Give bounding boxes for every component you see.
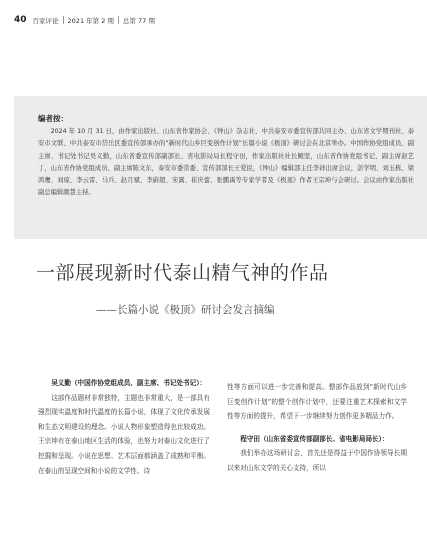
article-title: 一部展现新时代泰山精气神的作品 bbox=[36, 262, 329, 284]
speaker-heading: 吴义勤（中国作协党组成员、副主席、书记处书记）： bbox=[51, 379, 207, 387]
left-column bbox=[38, 376, 210, 478]
speaker-heading: 程守田（山东省委宣传部副部长、省电影局局长）： bbox=[240, 434, 389, 443]
total-issue-number: 总第 77 期 bbox=[122, 16, 155, 25]
editor-note-title: 编者按： bbox=[38, 114, 68, 123]
speech-paragraph: 我们举办这场研讨会，首先还是得益于中国作协领导长期以来对山东文学的关心支持，所以 bbox=[227, 449, 407, 472]
journal-name: 百家评论 bbox=[32, 16, 59, 25]
header-divider bbox=[118, 16, 119, 24]
issue-number: 2021 年第 2 期 bbox=[67, 16, 114, 25]
article-subtitle: ——长篇小说《极顶》研讨会发言摘编 bbox=[96, 304, 275, 316]
running-header bbox=[14, 14, 155, 26]
speech-paragraph: 性等方面可以进一步完善和提高。整部作品放到“新时代山乡巨变创作计划”的整个创作计划中，还要注重艺术探索和文学性等方面的提升，希望下一步继续努力创作更多精品力作。 bbox=[227, 383, 407, 421]
right-column bbox=[227, 380, 407, 476]
editor-note-paragraph: 2024 年 10 月 31 日，由作家出版社、山东省作家协会、《钟山》杂志社、中共泰安市委宣传部共同主办、山东省文学期刊社、泰安市文联、中共泰安市岱岳区委宣传部承办的“新时代山乡巨变创作计划”长篇小说《极顶》研讨会在北京举办。中国作协党组成员、副主席、书记处书记吴义勤，山东省委宣传部副部长、省电影局局长程守田，作家出版社社长鲍坚，山东省作协党组书记、副主席赵艺丁，山东省作协党组成员、副主席陈文东，泰安市委常委、宣传部部长王爱民，《钟山》编辑部主任李祥出席会议，彭学明、刘玉栋、梁鸿鹰、刘琼、李云雷、马兵、赵月斌、李蔚超、宋嵩、崔庆蕾、张鹏禹等专家学者及《极顶》作者王宗坤与会研讨。会议由作家出版社副总编辑颜慧主持。 bbox=[38, 128, 414, 197]
header-divider bbox=[63, 16, 64, 24]
speech-paragraph: 这部作品题材非常独特，主题也非常重大，是一部具有强烈现实温度和时代温度的长篇小说，体现了文化传承发展和生态文明建设的理念。小说人物形象塑造得也比较成功。王宗坤有在泰山地区生活的体验，也努力对泰山文化进行了挖掘和呈现。小说在思想、艺术层面都涵盖了成熟和平衡。在泰山的呈现空间和小说的文学性、诗 bbox=[38, 393, 210, 475]
editor-note-body bbox=[38, 126, 414, 200]
page-number: 40 bbox=[14, 15, 27, 25]
paragraph-gap bbox=[227, 424, 407, 432]
